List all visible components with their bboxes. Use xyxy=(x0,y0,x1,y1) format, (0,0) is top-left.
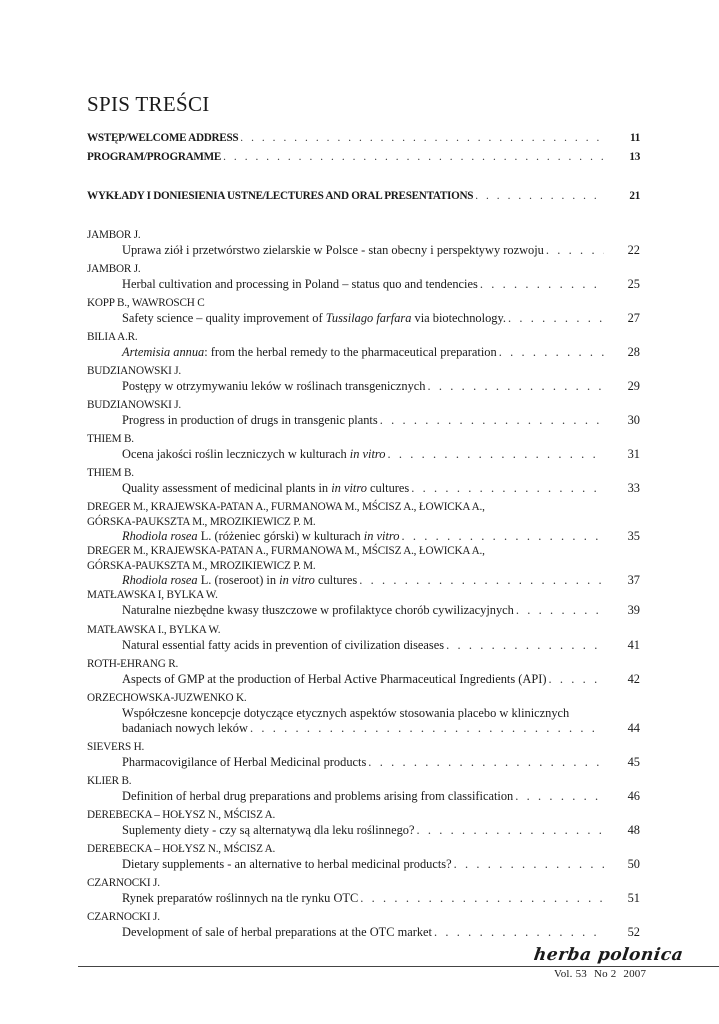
entry-page: 46 xyxy=(627,788,640,803)
toc-entry[interactable] xyxy=(87,808,640,838)
entry-author: KOPP B., WAWROSCH C xyxy=(87,297,205,309)
leader-dots xyxy=(416,823,604,838)
entry-title: Herbal cultivation and processing in Poland – status quo and tendencies xyxy=(122,276,478,291)
toc-entry[interactable] xyxy=(87,910,640,940)
leader-dots xyxy=(223,151,604,163)
toc-section-row[interactable] xyxy=(87,151,640,169)
leader-dots xyxy=(359,573,604,588)
entry-author: DREGER M., KRAJEWSKA-PATAN A., FURMANOWA M., MŚCISZ A., ŁOWICKA A., xyxy=(87,501,485,513)
leader-dots xyxy=(360,891,604,906)
toc-section-page: 21 xyxy=(629,190,640,202)
toc-entry[interactable] xyxy=(87,500,640,544)
toc-entry[interactable] xyxy=(87,228,640,258)
entry-title: Natural essential fatty acids in prevention of civilization diseases xyxy=(122,637,445,652)
entry-page: 41 xyxy=(627,637,640,652)
entry-title: Quality assessment of medicinal plants in in vitro cultures xyxy=(122,480,410,495)
entry-page: 28 xyxy=(627,344,640,359)
leader-dots xyxy=(549,672,605,687)
entry-page: 42 xyxy=(627,671,640,686)
leader-dots xyxy=(411,481,604,496)
journal-volume: Vol. 53 xyxy=(554,968,587,980)
entry-page: 31 xyxy=(627,446,640,461)
leader-dots xyxy=(380,413,604,428)
entry-title: Postępy w otrzymywaniu leków w roślinach transgenicznych xyxy=(122,378,426,393)
toc-entry[interactable] xyxy=(87,544,640,588)
entry-author: ORZECHOWSKA-JUZWENKO K. xyxy=(87,692,247,704)
entry-author: MATŁAWSKA I, BYLKA W. xyxy=(87,589,218,601)
toc-entry[interactable] xyxy=(87,432,640,462)
toc-section-row[interactable] xyxy=(87,190,640,208)
toc-section-title: WSTĘP/WELCOME ADDRESS xyxy=(87,132,239,144)
entry-author: JAMBOR J. xyxy=(87,229,141,241)
entry-author: ROTH-EHRANG R. xyxy=(87,658,179,670)
entry-title: Rhodiola rosea L. (różeniec górski) w kulturach in vitro xyxy=(122,529,400,543)
entry-title: Dietary supplements - an alternative to herbal medicinal products? xyxy=(122,856,452,871)
leader-dots xyxy=(508,311,604,326)
entry-author-continued: GÓRSKA-PAUKSZTA M., MROZIKIEWICZ P. M. xyxy=(87,559,316,572)
toc-entry[interactable] xyxy=(87,588,640,618)
toc-entry[interactable] xyxy=(87,657,640,687)
entry-title: Aspects of GMP at the production of Herbal Active Pharmaceutical Ingredients (API) xyxy=(122,671,547,686)
toc-entry[interactable] xyxy=(87,691,640,736)
entry-title: Pharmacovigilance of Herbal Medicinal products xyxy=(122,754,367,769)
toc-entry[interactable] xyxy=(87,740,640,770)
leader-dots xyxy=(434,925,604,940)
leader-dots xyxy=(368,755,604,770)
leader-dots xyxy=(546,243,604,258)
journal-number: No 2 xyxy=(593,968,617,980)
entry-page: 48 xyxy=(627,822,640,837)
entry-author: BILIA A.R. xyxy=(87,331,138,343)
leader-dots xyxy=(475,190,604,202)
entry-author: DREGER M., KRAJEWSKA-PATAN A., FURMANOWA M., MŚCISZ A., ŁOWICKA A., xyxy=(87,545,485,557)
toc-entry[interactable] xyxy=(87,623,640,653)
entry-title: Rynek preparatów roślinnych na tle rynku OTC xyxy=(122,890,359,905)
entry-page: 44 xyxy=(627,720,640,735)
footer-divider xyxy=(78,966,719,967)
leader-dots xyxy=(240,132,604,144)
entry-page: 52 xyxy=(627,924,640,939)
entry-page: 50 xyxy=(627,856,640,871)
entry-title: Rhodiola rosea L. (roseroot) in in vitro cultures xyxy=(122,573,358,587)
leader-dots xyxy=(387,447,604,462)
leader-dots xyxy=(401,529,604,544)
entry-title: Uprawa ziół i przetwórstwo zielarskie w Polsce - stan obecny i perspektywy rozwoju xyxy=(122,242,544,257)
entry-page: 33 xyxy=(627,480,640,495)
entry-author: CZARNOCKI J. xyxy=(87,877,160,889)
leader-dots xyxy=(499,345,604,360)
leader-dots xyxy=(480,277,604,292)
entry-title: Definition of herbal drug preparations and problems arising from classification xyxy=(122,788,514,803)
entry-page: 29 xyxy=(627,378,640,393)
entry-author: SIEVERS H. xyxy=(87,741,145,753)
toc-section-row[interactable] xyxy=(87,132,640,150)
leader-dots xyxy=(250,721,604,736)
entry-title: Suplementy diety - czy są alternatywą dla leku roślinnego? xyxy=(122,822,415,837)
leader-dots xyxy=(454,857,604,872)
leader-dots xyxy=(428,379,605,394)
toc-section-page: 13 xyxy=(629,151,640,163)
entry-author: CZARNOCKI J. xyxy=(87,911,160,923)
entry-title: Development of sale of herbal preparations at the OTC market xyxy=(122,924,432,939)
toc-section-title: PROGRAM/PROGRAMME xyxy=(87,151,222,163)
journal-issue-info xyxy=(554,968,650,980)
entry-title: Safety science – quality improvement of Tussilago farfara via biotechnology. xyxy=(122,310,506,325)
leader-dots xyxy=(515,789,604,804)
entry-page: 51 xyxy=(627,890,640,905)
toc-entry[interactable] xyxy=(87,398,640,428)
entry-page: 37 xyxy=(627,573,640,587)
entry-author: DEREBECKA – HOŁYSZ N., MŚCISZ A. xyxy=(87,809,276,821)
entry-title: Ocena jakości roślin leczniczych w kulturach in vitro xyxy=(122,446,386,461)
entry-page: 27 xyxy=(627,310,640,325)
entry-title-line: Współczesne koncepcje dotyczące etycznych aspektów stosowania placebo w klinicznych xyxy=(122,705,570,720)
toc-entry[interactable] xyxy=(87,774,640,804)
entry-title: Progress in production of drugs in transgenic plants xyxy=(122,412,378,427)
toc-entry[interactable] xyxy=(87,466,640,496)
entry-author: THIEM B. xyxy=(87,433,134,445)
toc-entry[interactable] xyxy=(87,296,640,326)
entry-author-continued: GÓRSKA-PAUKSZTA M., MROZIKIEWICZ P. M. xyxy=(87,515,316,528)
entry-page: 22 xyxy=(627,242,640,257)
entry-author: BUDZIANOWSKI J. xyxy=(87,365,181,377)
leader-dots xyxy=(516,603,604,618)
leader-dots xyxy=(446,638,604,653)
entry-title: badaniach nowych leków xyxy=(122,720,248,735)
journal-year: 2007 xyxy=(623,968,647,980)
toc-section-title: WYKŁADY I DONIESIENIA USTNE/LECTURES AND ORAL PRESENTATIONS xyxy=(87,190,474,202)
toc-entry[interactable] xyxy=(87,330,640,360)
entry-author: THIEM B. xyxy=(87,467,134,479)
journal-logo: herba polonica xyxy=(532,945,685,965)
entry-page: 30 xyxy=(627,412,640,427)
toc-entry[interactable] xyxy=(87,262,640,292)
entry-page: 35 xyxy=(627,529,640,543)
toc-entry[interactable] xyxy=(87,842,640,872)
page-title: SPIS TREŚCI xyxy=(87,92,210,116)
toc-entry[interactable] xyxy=(87,364,640,394)
entry-author: DEREBECKA – HOŁYSZ N., MŚCISZ A. xyxy=(87,843,276,855)
entry-title: Artemisia annua: from the herbal remedy to the pharmaceutical preparation xyxy=(122,344,497,359)
entry-page: 39 xyxy=(627,602,640,617)
toc-section-page: 11 xyxy=(630,132,640,144)
entry-title: Naturalne niezbędne kwasy tłuszczowe w profilaktyce chorób cywilizacyjnych xyxy=(122,602,514,617)
entry-page: 25 xyxy=(627,276,640,291)
entry-author: KLIER B. xyxy=(87,775,132,787)
entry-page: 45 xyxy=(627,754,640,769)
toc-entry[interactable] xyxy=(87,876,640,906)
entry-author: JAMBOR J. xyxy=(87,263,141,275)
entry-author: MATŁAWSKA I., BYLKA W. xyxy=(87,624,221,636)
entry-author: BUDZIANOWSKI J. xyxy=(87,399,181,411)
